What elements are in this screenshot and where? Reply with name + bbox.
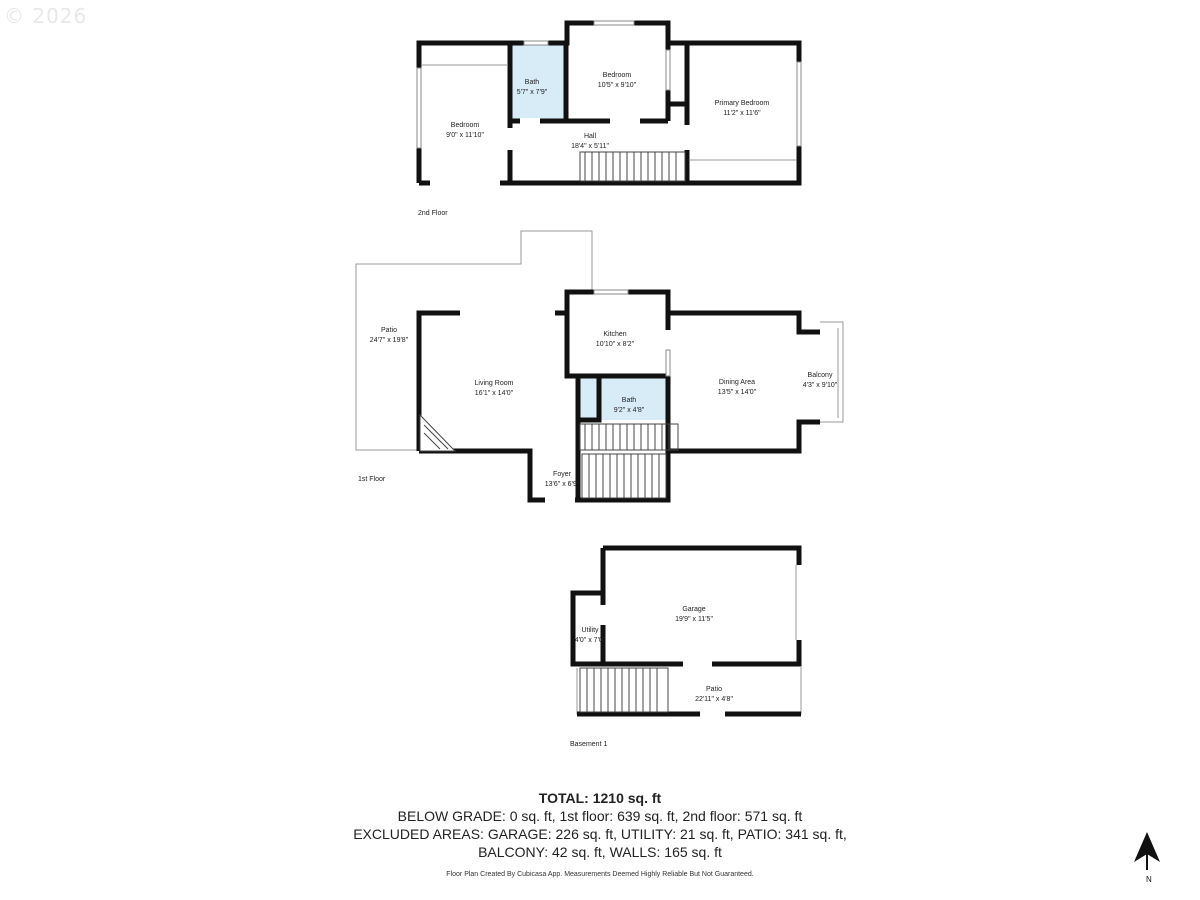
room-dim-kitchen: 10'10" x 8'2" [595, 341, 635, 348]
floor-label-2nd: 2nd Floor [418, 210, 448, 217]
window [666, 350, 670, 376]
room-dim-garage: 19'9" x 11'5" [675, 616, 713, 623]
room-name-garage: Garage [682, 606, 706, 613]
summary-line: BELOW GRADE: 0 sq. ft, 1st floor: 639 sq. ft, 2nd floor: 571 sq. ft [397, 808, 803, 824]
second-floor-stairs [580, 152, 685, 181]
room-name-foyer: Foyer [553, 471, 571, 478]
room-name-hall: Hall [583, 133, 597, 140]
room-dim-foyer: 13'6" x 6'9" [544, 481, 580, 488]
room-name-primary-bedroom: Primary Bedroom [714, 100, 770, 107]
room-name-bedroom: Bedroom [602, 72, 632, 79]
window [594, 290, 628, 294]
basement-patio-outline [577, 666, 801, 714]
first-floor-stairs [580, 424, 678, 498]
disclaimer-text: Floor Plan Created By Cubicasa App. Measurements Deemed Highly Reliable But Not Guaranteed. [446, 871, 754, 878]
window [417, 68, 421, 148]
room-name-balcony: Balcony [807, 372, 833, 379]
room-dim-bath: 5'7" x 7'9" [516, 89, 548, 96]
room-dim-bath-1: 9'2" x 4'8" [613, 407, 645, 414]
copyright-watermark: © 2026 [4, 4, 88, 28]
room-name-bath: Bath [524, 79, 540, 86]
room-name-bedroom-2: Bedroom [450, 122, 480, 129]
room-dim-balcony: 4'3" x 9'10" [802, 382, 838, 389]
room-name-patio: Patio [381, 327, 397, 334]
first-floor-outer-wall-right [668, 422, 820, 451]
room-name-living-room: Living Room [474, 380, 514, 387]
room-name-dining-area: Dining Area [718, 379, 756, 386]
room-dim-patio: 24'7" x 19'8" [369, 337, 409, 344]
room-dim-patio-basement: 22'11" x 4'8" [695, 696, 733, 703]
room-dim-living-room: 16'1" x 14'0" [474, 390, 514, 397]
room-name-bath-1: Bath [621, 397, 637, 404]
window [594, 21, 634, 25]
floor-label-1st: 1st Floor [358, 476, 386, 483]
fireplace [420, 415, 455, 451]
room-dim-hall: 18'4" x 5'11" [571, 143, 609, 150]
first-floor-plan [356, 231, 843, 500]
room-dim-utility: 4'0" x 7'0" [574, 637, 606, 644]
room-name-utility: Utility [581, 627, 599, 634]
room-name-kitchen: Kitchen [603, 331, 627, 338]
summary-line: EXCLUDED AREAS: GARAGE: 226 sq. ft, UTILITY: 21 sq. ft, PATIO: 341 sq. ft, [353, 826, 847, 842]
basement-stairs [580, 668, 668, 712]
second-floor-plan [417, 21, 801, 217]
room-dim-bedroom-2: 9'0" x 11'10" [446, 132, 484, 139]
floor-label-basement: Basement 1 [570, 741, 608, 748]
room-dim-bedroom: 10'5" x 9'10" [597, 82, 637, 89]
north-label: N [1146, 875, 1152, 884]
total-area: TOTAL: 1210 sq. ft [538, 790, 662, 806]
basement-plan [570, 548, 801, 748]
summary-line: BALCONY: 42 sq. ft, WALLS: 165 sq. ft [478, 844, 722, 860]
room-name-patio-basement: Patio [706, 686, 722, 693]
area-summary [300, 789, 900, 861]
window [797, 62, 801, 146]
room-dim-primary-bedroom: 11'2" x 11'6" [723, 110, 761, 117]
window [666, 50, 670, 90]
window [524, 41, 548, 45]
room-dim-dining-area: 13'5" x 14'0" [717, 389, 757, 396]
